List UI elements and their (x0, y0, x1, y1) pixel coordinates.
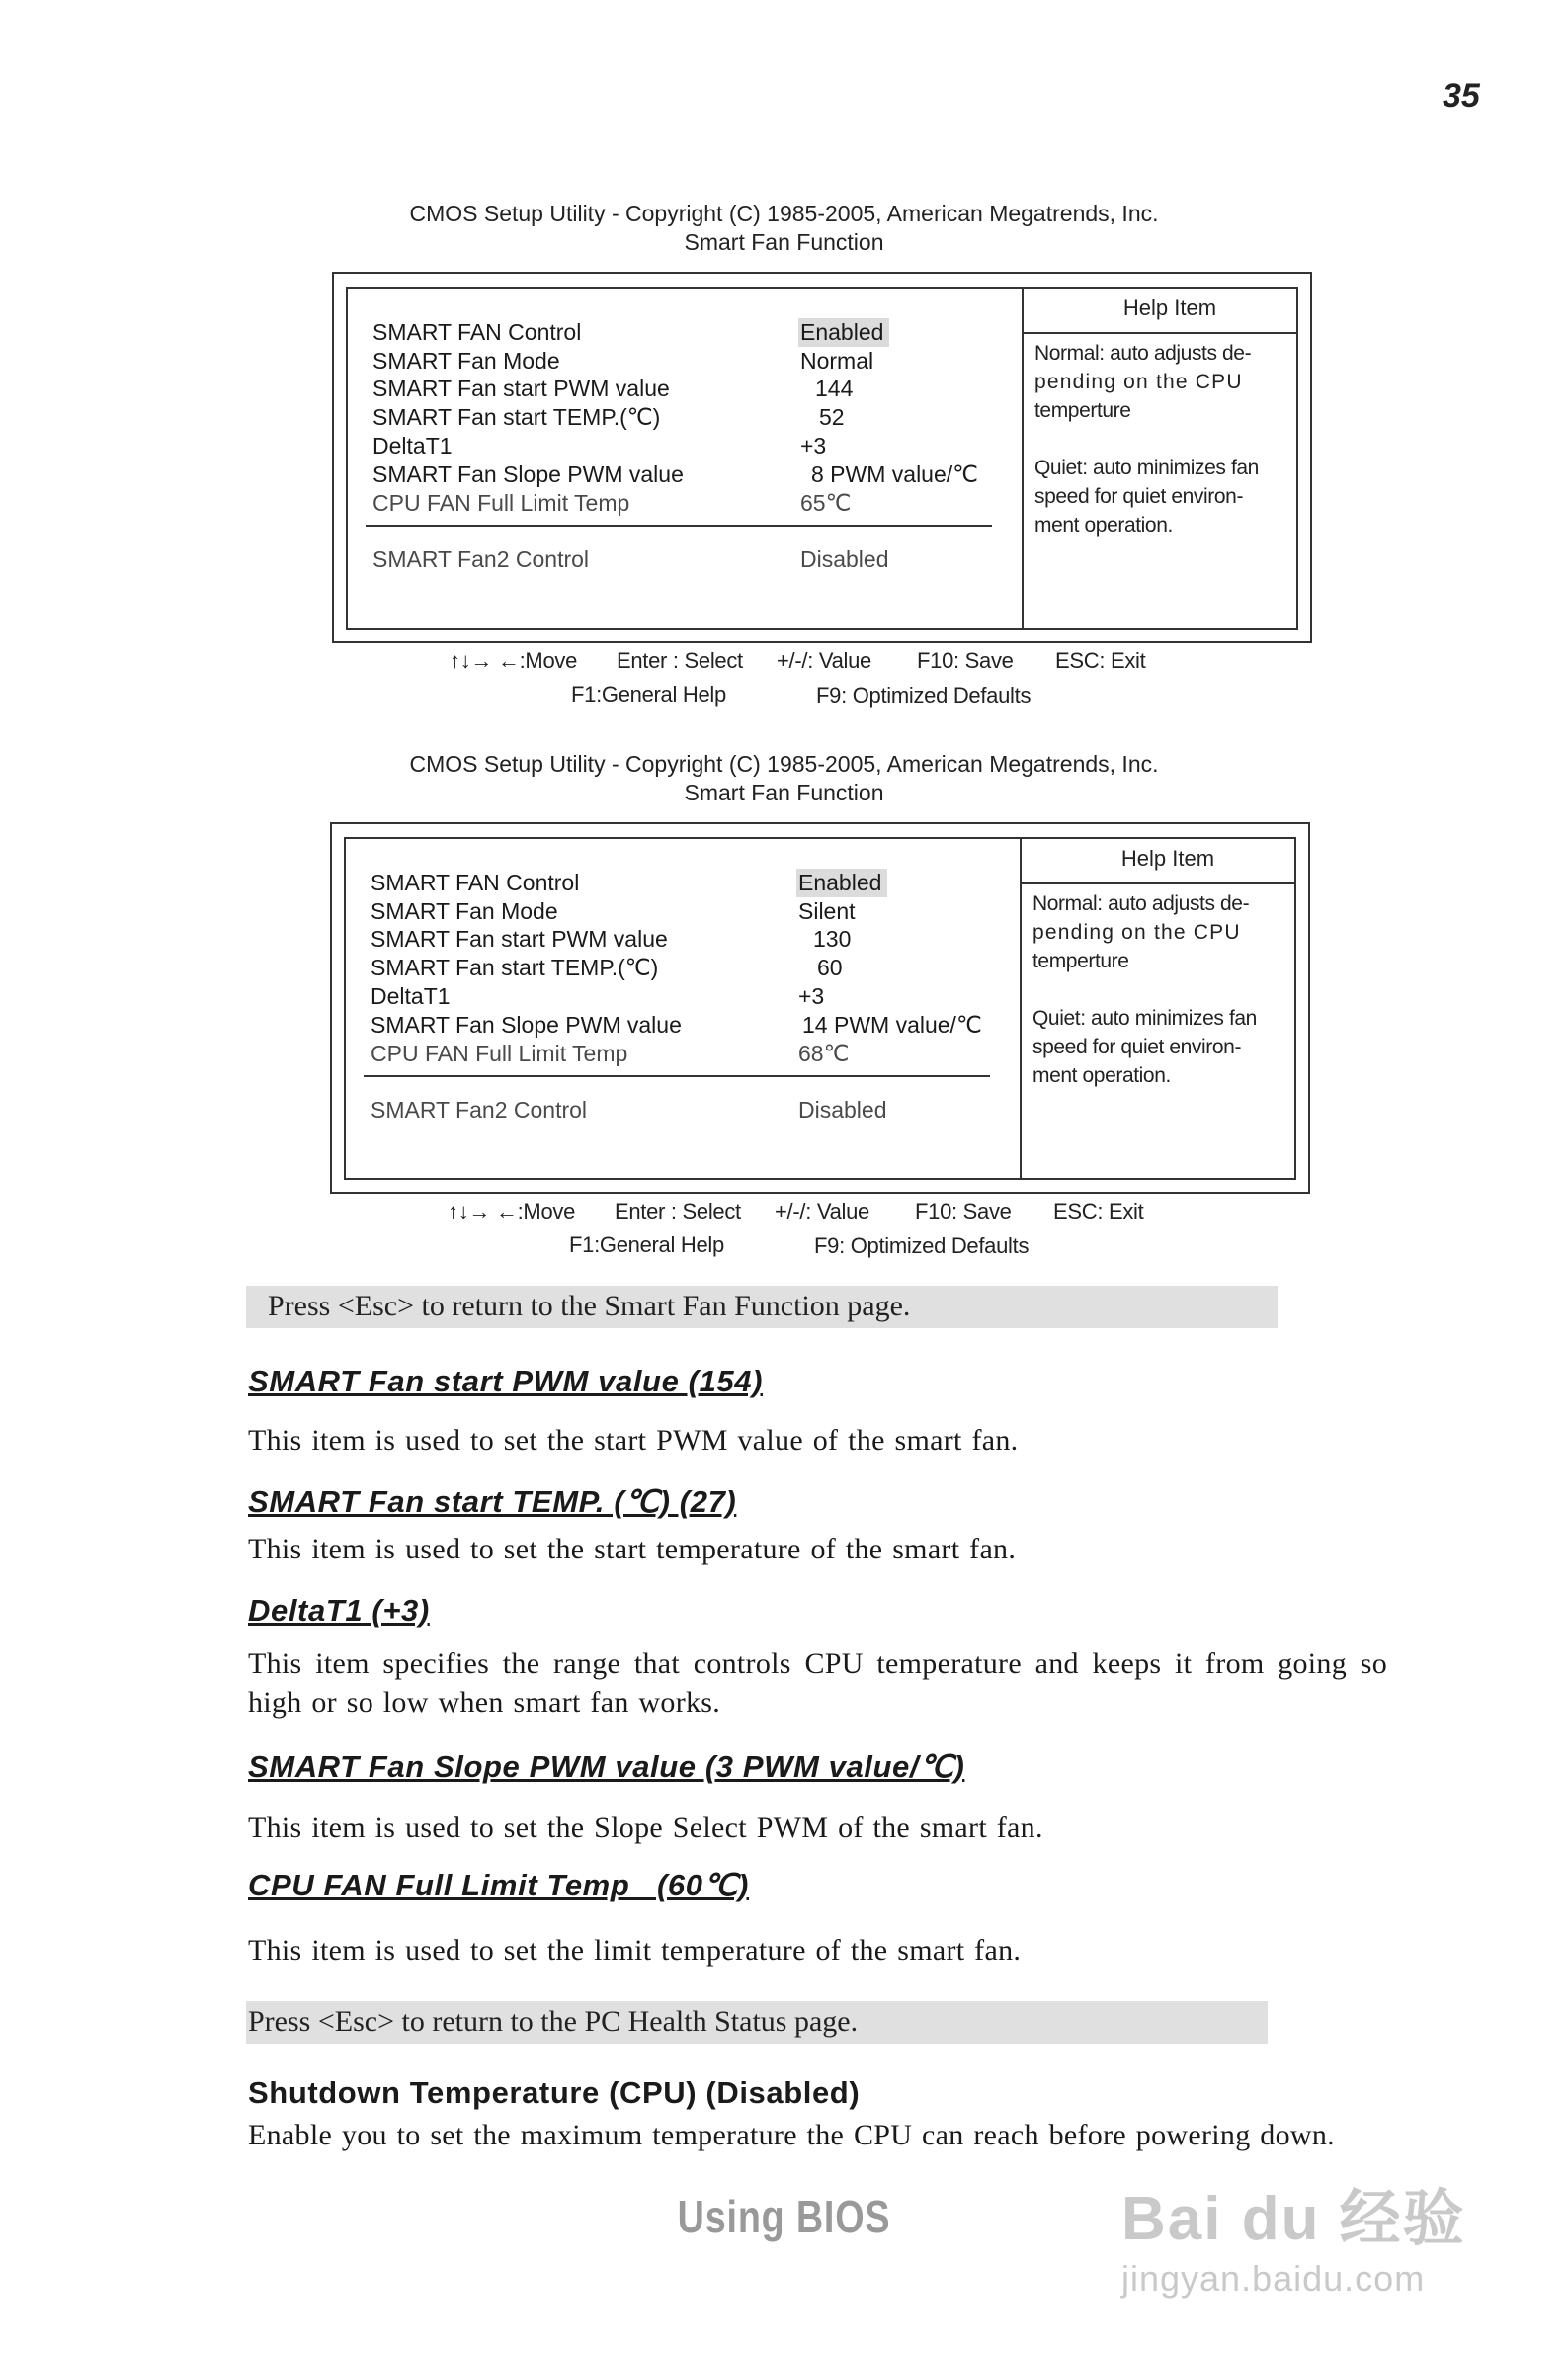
section-heading-slope-pwm: SMART Fan Slope PWM value (3 PWM value/℃) (248, 1749, 965, 1784)
setting-label-smart-fan-mode: SMART Fan Mode (372, 348, 560, 374)
setting-label-deltat1: DeltaT1 (372, 433, 453, 459)
section-heading-start-pwm: SMART Fan start PWM value (154) (248, 1364, 764, 1398)
help-text-quiet-1: Quiet: auto minimizes fan (1034, 457, 1259, 479)
section-text-start-temp: This item is used to set the start temperature of the smart fan. (248, 1533, 1017, 1565)
key-hint-select: Enter : Select (617, 648, 743, 673)
help-panel-divider (1020, 837, 1022, 1180)
setting-value-fan2-control[interactable]: Disabled (798, 1097, 887, 1123)
help-title: Help Item (1122, 295, 1217, 320)
setting-value-slope-pwm[interactable]: 8 PWM value/℃ (811, 462, 978, 487)
setting-value-fan2-control[interactable]: Disabled (800, 546, 889, 572)
watermark-logo: Bai du 经验 (1121, 2185, 1466, 2253)
help-text-normal-1: Normal: auto adjusts de- (1032, 892, 1250, 915)
setting-label-smart-fan-control: SMART FAN Control (371, 870, 580, 895)
bios-header-line2: Smart Fan Function (684, 780, 884, 805)
help-text-quiet-2: speed for quiet environ- (1032, 1036, 1242, 1058)
settings-divider (364, 1075, 990, 1077)
setting-value-start-temp[interactable]: 52 (819, 404, 845, 430)
bios-header-line1: CMOS Setup Utility - Copyright (C) 1985-2005, American Megatrends, Inc. (409, 201, 1159, 226)
setting-label-smart-fan-mode: SMART Fan Mode (371, 898, 558, 924)
setting-value-slope-pwm[interactable]: 14 PWM value/℃ (802, 1012, 982, 1038)
key-hint-help: F1:General Help (569, 1232, 724, 1257)
help-text-quiet-1: Quiet: auto minimizes fan (1032, 1007, 1257, 1030)
setting-value-deltat1[interactable]: +3 (800, 433, 827, 459)
settings-divider (366, 525, 992, 527)
setting-label-full-limit-temp: CPU FAN Full Limit Temp (371, 1041, 628, 1066)
help-panel-divider (1022, 287, 1024, 630)
help-text-quiet-3: ment operation. (1034, 514, 1173, 537)
watermark-url: jingyan.baidu.com (1121, 2258, 1426, 2299)
section-text-full-limit-temp: This item is used to set the limit temperature of the smart fan. (248, 1934, 1022, 1967)
key-hint-value: +/-/: Value (775, 1199, 869, 1223)
bios-header-line2: Smart Fan Function (684, 229, 884, 255)
setting-label-fan2-control: SMART Fan2 Control (371, 1097, 588, 1123)
section-heading-full-limit-temp: CPU FAN Full Limit Temp (60℃) (248, 1868, 749, 1902)
key-hint-move: ↑↓→ ←:Move (448, 1199, 576, 1223)
setting-value-smart-fan-control[interactable]: Enabled (796, 869, 887, 897)
footer-chapter-title: Using BIOS (677, 2191, 891, 2242)
key-hint-exit: ESC: Exit (1053, 1199, 1144, 1223)
help-title: Help Item (1120, 846, 1215, 871)
key-hint-save: F10: Save (915, 1199, 1012, 1223)
setting-label-deltat1: DeltaT1 (371, 983, 451, 1009)
section-text-slope-pwm: This item is used to set the Slope Select PWM of the smart fan. (248, 1811, 1043, 1844)
key-hint-value: +/-/: Value (777, 648, 871, 673)
setting-label-start-pwm: SMART Fan start PWM value (371, 926, 668, 952)
setting-value-start-pwm[interactable]: 144 (815, 376, 854, 401)
setting-value-smart-fan-mode[interactable]: Silent (798, 898, 856, 924)
help-header-rule (1022, 332, 1298, 334)
bios-header-line1: CMOS Setup Utility - Copyright (C) 1985-2005, American Megatrends, Inc. (409, 751, 1159, 777)
setting-label-start-temp: SMART Fan start TEMP.(℃) (371, 955, 659, 980)
setting-label-smart-fan-control: SMART FAN Control (372, 319, 582, 345)
help-text-normal-1: Normal: auto adjusts de- (1034, 342, 1252, 365)
key-hint-defaults: F9: Optimized Defaults (814, 1233, 1030, 1258)
setting-label-slope-pwm: SMART Fan Slope PWM value (372, 462, 684, 487)
note-return-pc-health: Press <Esc> to return to the PC Health Status page. (246, 2001, 1268, 2044)
key-hint-save: F10: Save (917, 648, 1014, 673)
setting-label-start-pwm: SMART Fan start PWM value (372, 376, 670, 401)
setting-label-slope-pwm: SMART Fan Slope PWM value (371, 1012, 682, 1038)
setting-label-full-limit-temp: CPU FAN Full Limit Temp (372, 490, 630, 516)
setting-value-start-temp[interactable]: 60 (817, 955, 843, 980)
key-hint-defaults: F9: Optimized Defaults (816, 683, 1032, 708)
setting-value-smart-fan-mode[interactable]: Normal (800, 348, 874, 374)
key-hint-help: F1:General Help (571, 682, 726, 707)
help-text-normal-3: temperture (1032, 950, 1129, 972)
setting-value-full-limit-temp: 68℃ (798, 1041, 850, 1066)
setting-value-full-limit-temp: 65℃ (800, 490, 852, 516)
help-text-quiet-3: ment operation. (1032, 1064, 1171, 1087)
key-hint-move: ↑↓→ ←:Move (450, 648, 578, 673)
help-text-quiet-2: speed for quiet environ- (1034, 485, 1244, 508)
section-heading-start-temp: SMART Fan start TEMP. (℃) (27) (248, 1484, 737, 1519)
key-hint-select: Enter : Select (615, 1199, 741, 1223)
section-text-deltat1: This item specifies the range that controls CPU temperature and keeps it from going so high or so low when smart fan works. (248, 1647, 1387, 1719)
setting-label-fan2-control: SMART Fan2 Control (372, 546, 590, 572)
key-hint-exit: ESC: Exit (1055, 648, 1146, 673)
help-text-normal-3: temperture (1034, 399, 1131, 422)
note-return-smart-fan: Press <Esc> to return to the Smart Fan Function page. (246, 1286, 1278, 1328)
help-header-rule (1020, 882, 1296, 884)
section-text-shutdown-temp: Enable you to set the maximum temperature the CPU can reach before powering down. (248, 2119, 1335, 2151)
section-heading-deltat1: DeltaT1 (+3) (248, 1593, 430, 1628)
help-text-normal-2: pending on the CPU (1034, 371, 1243, 393)
section-heading-shutdown-temp: Shutdown Temperature (CPU) (Disabled) (248, 2075, 861, 2110)
section-text-start-pwm: This item is used to set the start PWM value of the smart fan. (248, 1424, 1019, 1457)
setting-label-start-temp: SMART Fan start TEMP.(℃) (372, 404, 661, 430)
setting-value-smart-fan-control[interactable]: Enabled (798, 318, 889, 347)
help-text-normal-2: pending on the CPU (1032, 921, 1241, 944)
setting-value-deltat1[interactable]: +3 (798, 983, 825, 1009)
page-number: 35 (1443, 77, 1480, 115)
setting-value-start-pwm[interactable]: 130 (813, 926, 852, 952)
